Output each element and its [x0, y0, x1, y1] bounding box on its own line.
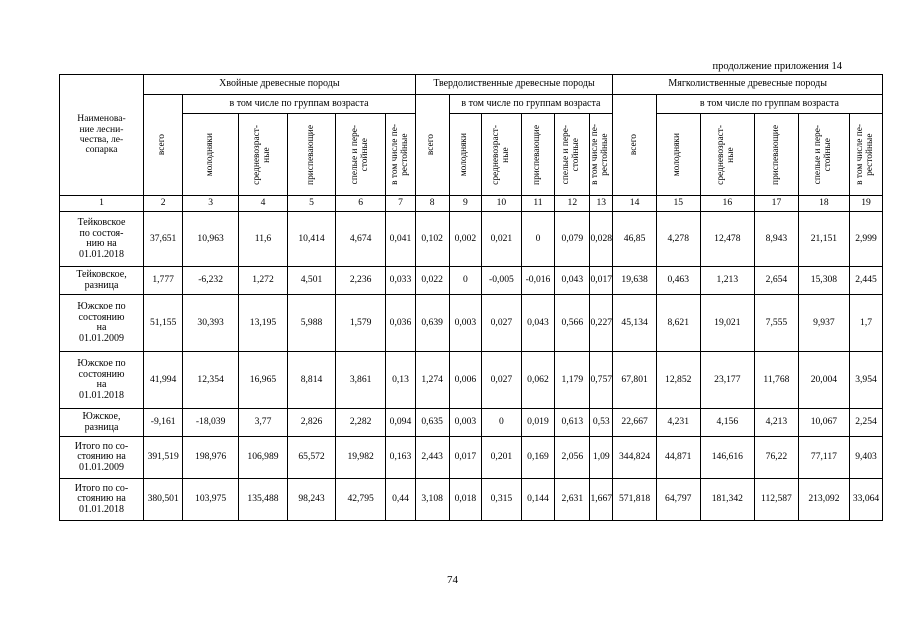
table-cell: 76,22 — [755, 437, 799, 479]
column-number: 4 — [238, 196, 287, 212]
col-age-header: в том числе пе- рестойные — [850, 114, 883, 196]
table-cell: 2,631 — [555, 479, 590, 521]
subgroup-header: в том числе по группам возраста — [449, 95, 613, 114]
table-cell: 0,021 — [482, 212, 521, 267]
row-name: Итого по со- стоянию на 01.01.2018 — [60, 479, 144, 521]
table-cell: 15,308 — [798, 267, 849, 295]
table-cell: 0,017 — [590, 267, 613, 295]
table-cell: 0,227 — [590, 295, 613, 352]
table-cell: 2,254 — [850, 409, 883, 437]
column-number: 10 — [482, 196, 521, 212]
column-number: 3 — [183, 196, 239, 212]
table-cell: -9,161 — [144, 409, 183, 437]
table-cell: 571,818 — [613, 479, 657, 521]
subgroup-header: в том числе по группам возраста — [183, 95, 415, 114]
table-cell: 0,028 — [590, 212, 613, 267]
table-cell: 10,963 — [183, 212, 239, 267]
table-cell: 0,315 — [482, 479, 521, 521]
table-row — [60, 267, 883, 295]
row-name: Тейковское по состоя- нию на 01.01.2018 — [60, 212, 144, 267]
table-cell: 8,814 — [288, 352, 336, 409]
page-number: 74 — [447, 574, 458, 586]
data-table — [59, 74, 883, 521]
table-cell: 1,777 — [144, 267, 183, 295]
table-cell: 3,77 — [238, 409, 287, 437]
table-cell: 44,871 — [656, 437, 700, 479]
table-cell: 12,852 — [656, 352, 700, 409]
column-number: 5 — [288, 196, 336, 212]
table-cell: 98,243 — [288, 479, 336, 521]
col-name-header: Наименова- ние лесни- чества, ле- сопарка — [60, 75, 144, 196]
table-cell: 3,954 — [850, 352, 883, 409]
col-age-header: приспевающие — [288, 114, 336, 196]
table-cell: 65,572 — [288, 437, 336, 479]
table-cell: -18,039 — [183, 409, 239, 437]
table-cell: 2,236 — [336, 267, 386, 295]
table-cell: 0,003 — [449, 409, 482, 437]
column-number: 17 — [755, 196, 799, 212]
table-cell: 0,163 — [386, 437, 415, 479]
row-name: Южское по состоянию на 01.01.2018 — [60, 352, 144, 409]
table-cell: 0,033 — [386, 267, 415, 295]
table-cell: 4,156 — [700, 409, 755, 437]
table-row — [60, 295, 883, 352]
table-cell: 8,621 — [656, 295, 700, 352]
column-number: 11 — [521, 196, 555, 212]
table-cell: 0,463 — [656, 267, 700, 295]
col-total-header: всего — [415, 95, 449, 196]
table-cell: 4,213 — [755, 409, 799, 437]
column-number: 2 — [144, 196, 183, 212]
table-cell: 4,278 — [656, 212, 700, 267]
table-cell: 3,108 — [415, 479, 449, 521]
table-cell: 13,195 — [238, 295, 287, 352]
table-cell: -0,016 — [521, 267, 555, 295]
table-row — [60, 479, 883, 521]
table-cell: 391,519 — [144, 437, 183, 479]
column-number: 12 — [555, 196, 590, 212]
table-cell: 7,555 — [755, 295, 799, 352]
table-cell: 0,53 — [590, 409, 613, 437]
table-cell: 64,797 — [656, 479, 700, 521]
table-cell: 12,354 — [183, 352, 239, 409]
table-cell: 0,757 — [590, 352, 613, 409]
table-cell: 0,566 — [555, 295, 590, 352]
table-cell: 344,824 — [613, 437, 657, 479]
table-cell: 0,201 — [482, 437, 521, 479]
table-cell: 67,801 — [613, 352, 657, 409]
group-header-hardwood: Твердолиственные древесные породы — [415, 75, 613, 95]
table-cell: 0,094 — [386, 409, 415, 437]
column-number: 1 — [60, 196, 144, 212]
table-cell: 46,85 — [613, 212, 657, 267]
table-cell: 2,999 — [850, 212, 883, 267]
table-cell: 1,272 — [238, 267, 287, 295]
table-cell: 0,022 — [415, 267, 449, 295]
table-cell: 0,027 — [482, 352, 521, 409]
col-age-header: в том числе пе- рестойные — [386, 114, 415, 196]
column-number: 16 — [700, 196, 755, 212]
table-cell: 51,155 — [144, 295, 183, 352]
col-age-header: спелые и пере- стойные — [798, 114, 849, 196]
table-cell: 0,006 — [449, 352, 482, 409]
col-age-header: приспевающие — [755, 114, 799, 196]
table-cell: 23,177 — [700, 352, 755, 409]
column-number: 7 — [386, 196, 415, 212]
table-cell: 181,342 — [700, 479, 755, 521]
table-cell: 1,213 — [700, 267, 755, 295]
table-cell: 0,002 — [449, 212, 482, 267]
column-number: 13 — [590, 196, 613, 212]
table-cell: 10,067 — [798, 409, 849, 437]
table-cell: 2,056 — [555, 437, 590, 479]
table-cell: 0,13 — [386, 352, 415, 409]
table-cell: 0,043 — [555, 267, 590, 295]
table-cell: 0,019 — [521, 409, 555, 437]
col-age-header: средневозраст- ные — [700, 114, 755, 196]
row-name: Итого по со- стоянию на 01.01.2009 — [60, 437, 144, 479]
table-cell: 19,982 — [336, 437, 386, 479]
column-number: 6 — [336, 196, 386, 212]
column-number: 14 — [613, 196, 657, 212]
table-cell: 0,027 — [482, 295, 521, 352]
column-number: 15 — [656, 196, 700, 212]
table-cell: 0,062 — [521, 352, 555, 409]
table-cell: 0,144 — [521, 479, 555, 521]
row-name: Южское по состоянию на 01.01.2009 — [60, 295, 144, 352]
table-cell: -6,232 — [183, 267, 239, 295]
table-cell: 42,795 — [336, 479, 386, 521]
table-cell: 0,017 — [449, 437, 482, 479]
table-cell: 0,635 — [415, 409, 449, 437]
table-cell: 106,989 — [238, 437, 287, 479]
table-cell: 1,09 — [590, 437, 613, 479]
col-age-header: молодняки — [656, 114, 700, 196]
table-cell: 0 — [449, 267, 482, 295]
table-cell: 11,6 — [238, 212, 287, 267]
table-cell: 21,151 — [798, 212, 849, 267]
col-total-header: всего — [144, 95, 183, 196]
column-number: 9 — [449, 196, 482, 212]
table-cell: 16,965 — [238, 352, 287, 409]
column-number: 8 — [415, 196, 449, 212]
col-age-header: средневозраст- ные — [482, 114, 521, 196]
subgroup-header: в том числе по группам возраста — [656, 95, 882, 114]
table-cell: 146,616 — [700, 437, 755, 479]
table-cell: 1,179 — [555, 352, 590, 409]
column-number: 19 — [850, 196, 883, 212]
table-cell: 0,043 — [521, 295, 555, 352]
table-cell: 19,638 — [613, 267, 657, 295]
table-cell: 112,587 — [755, 479, 799, 521]
table-cell: 4,674 — [336, 212, 386, 267]
table-cell: 4,501 — [288, 267, 336, 295]
table-cell: 10,414 — [288, 212, 336, 267]
table-cell: 0,079 — [555, 212, 590, 267]
table-cell: 22,667 — [613, 409, 657, 437]
table-cell: 12,478 — [700, 212, 755, 267]
table-cell: 0,639 — [415, 295, 449, 352]
col-age-header: приспевающие — [521, 114, 555, 196]
table-row — [60, 352, 883, 409]
col-age-header: молодняки — [183, 114, 239, 196]
group-header-softwood: Мягколиственные древесные породы — [613, 75, 883, 95]
table-cell: 2,445 — [850, 267, 883, 295]
col-age-header: спелые и пере- стойные — [555, 114, 590, 196]
col-age-header: спелые и пере- стойные — [336, 114, 386, 196]
table-cell: 2,443 — [415, 437, 449, 479]
table-cell: 1,579 — [336, 295, 386, 352]
table-cell: 198,976 — [183, 437, 239, 479]
table-cell: 0,041 — [386, 212, 415, 267]
table-cell: 45,134 — [613, 295, 657, 352]
table-cell: 4,231 — [656, 409, 700, 437]
col-age-header: средневозраст- ные — [238, 114, 287, 196]
table-cell: 135,488 — [238, 479, 287, 521]
table-cell: 33,064 — [850, 479, 883, 521]
table-cell: 2,654 — [755, 267, 799, 295]
table-cell: 1,274 — [415, 352, 449, 409]
table-cell: 9,937 — [798, 295, 849, 352]
row-name: Тейковское, разница — [60, 267, 144, 295]
table-cell: 0,036 — [386, 295, 415, 352]
table-cell: 0 — [521, 212, 555, 267]
table-cell: 3,861 — [336, 352, 386, 409]
table-cell: 380,501 — [144, 479, 183, 521]
table-cell: 77,117 — [798, 437, 849, 479]
table-cell: 0,003 — [449, 295, 482, 352]
table-cell: 0,169 — [521, 437, 555, 479]
table-cell: 41,994 — [144, 352, 183, 409]
table-cell: 5,988 — [288, 295, 336, 352]
table-cell: 1,7 — [850, 295, 883, 352]
row-name: Южское, разница — [60, 409, 144, 437]
column-number: 18 — [798, 196, 849, 212]
table-cell: 0,44 — [386, 479, 415, 521]
table-cell: 213,092 — [798, 479, 849, 521]
col-age-header: в том числе пе- рестойные — [590, 114, 613, 196]
table-cell: 0,102 — [415, 212, 449, 267]
page-header: продолжение приложения 14 — [712, 61, 842, 72]
col-age-header: молодняки — [449, 114, 482, 196]
table-row — [60, 212, 883, 267]
table-row — [60, 409, 883, 437]
table-cell: 2,282 — [336, 409, 386, 437]
table-cell: 30,393 — [183, 295, 239, 352]
table-cell: 20,004 — [798, 352, 849, 409]
col-total-header: всего — [613, 95, 657, 196]
table-cell: 0,018 — [449, 479, 482, 521]
table-cell: 1,667 — [590, 479, 613, 521]
table-row — [60, 437, 883, 479]
table-cell: 0,613 — [555, 409, 590, 437]
table-cell: 103,975 — [183, 479, 239, 521]
table-cell: 0 — [482, 409, 521, 437]
table-cell: 37,651 — [144, 212, 183, 267]
table-cell: -0,005 — [482, 267, 521, 295]
table-cell: 11,768 — [755, 352, 799, 409]
table-cell: 19,021 — [700, 295, 755, 352]
table-cell: 9,403 — [850, 437, 883, 479]
table-cell: 2,826 — [288, 409, 336, 437]
table-cell: 8,943 — [755, 212, 799, 267]
group-header-conifer: Хвойные древесные породы — [144, 75, 416, 95]
